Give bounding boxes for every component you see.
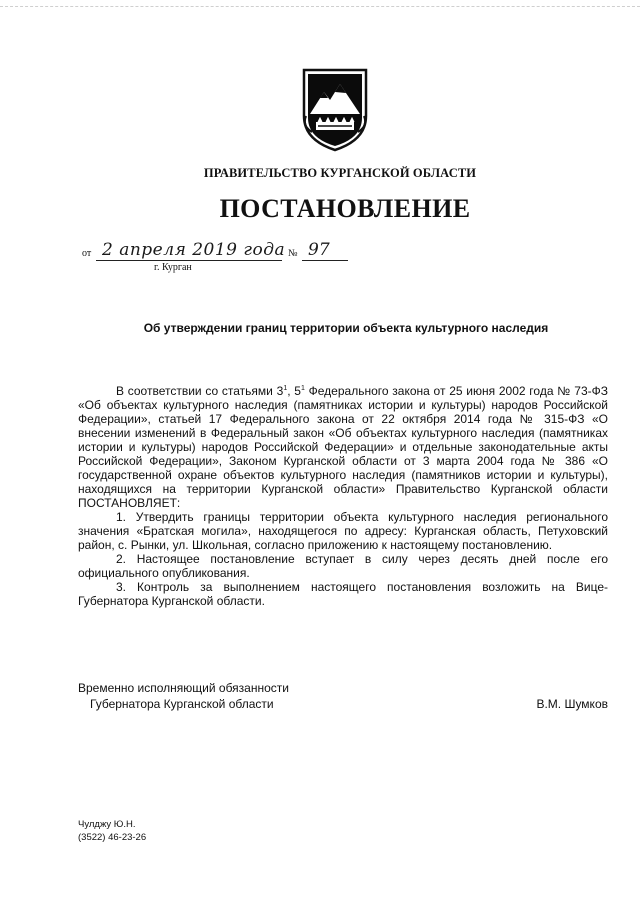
document-type-heading: ПОСТАНОВЛЕНИЕ xyxy=(219,194,471,223)
resolution-item-3: 3. Контроль за выполнением настоящего постановления возложить на Вице-Губернатора Курганской области. xyxy=(78,580,608,608)
resolution-item-2: 2. Настоящее постановление вступает в силу через десять дней после его официального опубликования. xyxy=(78,552,608,580)
city-label: г. Курган xyxy=(154,262,192,273)
kurgan-coat-of-arms-icon xyxy=(300,66,370,152)
preamble-text-a: В соответствии со статьями 3 xyxy=(116,384,284,398)
document-title: Об утверждении границ территории объекта культурного наследия xyxy=(143,321,549,335)
signatory-position-line1: Временно исполняющий обязанности xyxy=(78,681,289,695)
preamble-text-c: Федерального закона от 25 июня 2002 года № 73-ФЗ «Об объектах культурного наследия (памятниках истории и культуры) народов Российской Федерации», статьей 17 Федерального закона от 22 октября 2014 года № 315-ФЗ «О внесении изменений в Федеральный закон «Об объектах культурного наследия (памятниках истории и культуры) народов Российской Федерации» и отдельные законодательные акты Российской Федерации», Законом Курганской области от 3 марта 2004 года № 386 «О государственной охране объектов культурного наследия (памятников истории и культуры), находящихся на территории Курганской области» Правительство Курганской области ПОСТАНОВЛЯЕТ: xyxy=(78,384,608,510)
executor-phone: (3522) 46-23-26 xyxy=(78,832,147,843)
scan-edge-artifact xyxy=(0,6,640,8)
signature-block xyxy=(78,680,608,712)
resolution-item-1: 1. Утвердить границы территории объекта культурного наследия регионального значения «Братская могила», находящегося по адресу: Курганская область, Петуховский район, с. Рынки, ул. Школьная, согласно приложению к настоящему постановлению. xyxy=(78,510,608,552)
government-name: ПРАВИТЕЛЬСТВО КУРГАНСКОЙ ОБЛАСТИ xyxy=(203,166,477,180)
date-underline xyxy=(96,260,282,261)
superscript-1: 1 xyxy=(283,385,288,392)
handwritten-number: 97 xyxy=(308,240,330,260)
handwritten-date: 2 апреля 2019 года xyxy=(102,240,286,260)
executor-info xyxy=(78,818,146,844)
preamble-text-b: , 5 xyxy=(287,384,301,398)
superscript-2: 1 xyxy=(300,385,305,392)
dateline xyxy=(82,240,362,290)
signatory-position-line2: Губернатора Курганской области xyxy=(90,697,274,711)
preamble-paragraph xyxy=(78,382,608,510)
document-body xyxy=(78,382,608,608)
number-prefix: № xyxy=(288,248,298,259)
executor-name: Чулджу Ю.Н. xyxy=(78,819,136,830)
signatory-name: В.М. Шумков xyxy=(536,697,608,711)
number-underline xyxy=(302,260,348,261)
date-prefix: от xyxy=(82,248,92,259)
